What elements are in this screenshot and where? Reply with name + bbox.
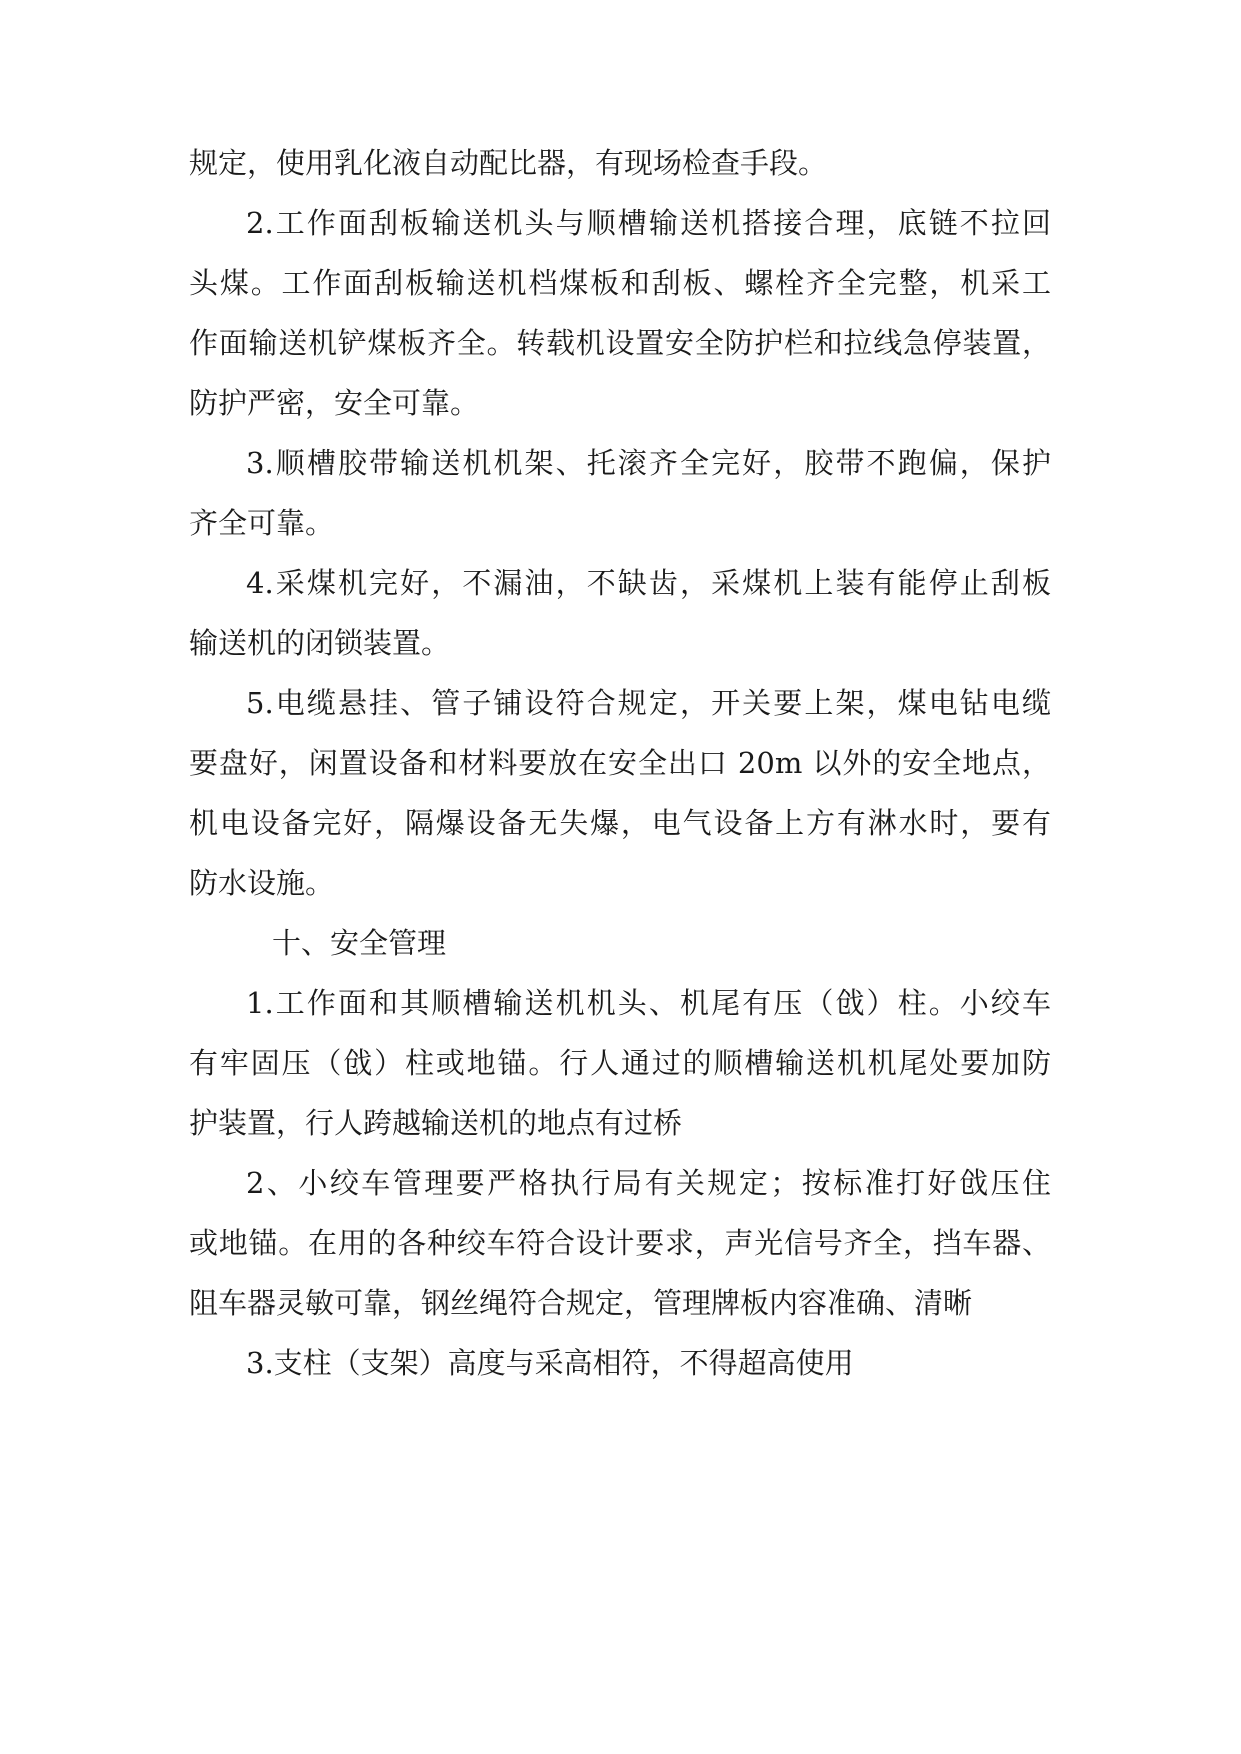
text-line: 防护严密，安全可靠。	[189, 386, 480, 420]
text-line: 5.电缆悬挂、管子铺设符合规定，开关要上架，煤电钻电缆	[246, 686, 1051, 720]
text-line: 3.顺槽胶带输送机机架、托滚齐全完好，胶带不跑偏，保护	[246, 446, 1051, 480]
text-line: 1.工作面和其顺槽输送机机头、机尾有压（戗）柱。小绞车	[246, 986, 1051, 1020]
text-line: 2.工作面刮板输送机头与顺槽输送机搭接合理，底链不拉回	[246, 206, 1051, 240]
text-line: 规定，使用乳化液自动配比器，有现场检查手段。	[189, 146, 828, 180]
text-line: 或地锚。在用的各种绞车符合设计要求，声光信号齐全，挡车器、	[189, 1226, 1051, 1260]
text-line: 防水设施。	[189, 866, 335, 900]
text-line: 机电设备完好，隔爆设备无失爆，电气设备上方有淋水时，要有	[189, 806, 1051, 840]
text-line: 要盘好，闲置设备和材料要放在安全出口 20m 以外的安全地点，	[189, 746, 1051, 780]
text-line: 4.采煤机完好，不漏油，不缺齿，采煤机上装有能停止刮板	[246, 566, 1051, 600]
text-line: 护装置，行人跨越输送机的地点有过桥	[189, 1106, 683, 1140]
text-line: 2、小绞车管理要严格执行局有关规定；按标准打好戗压住	[246, 1166, 1051, 1200]
text-line: 齐全可靠。	[189, 506, 335, 540]
text-line: 阻车器灵敏可靠，钢丝绳符合规定，管理牌板内容准确、清晰	[189, 1286, 973, 1320]
text-line: 有牢固压（戗）柱或地锚。行人通过的顺槽输送机机尾处要加防	[189, 1046, 1051, 1080]
section-heading: 十、安全管理	[272, 926, 447, 960]
text-line: 输送机的闭锁装置。	[189, 626, 451, 660]
text-line: 3.支柱（支架）高度与采高相符，不得超高使用	[246, 1346, 854, 1380]
text-line: 头煤。工作面刮板输送机档煤板和刮板、螺栓齐全完整，机采工	[189, 266, 1051, 300]
text-line: 作面输送机铲煤板齐全。转载机设置安全防护栏和拉线急停装置，	[189, 326, 1051, 360]
